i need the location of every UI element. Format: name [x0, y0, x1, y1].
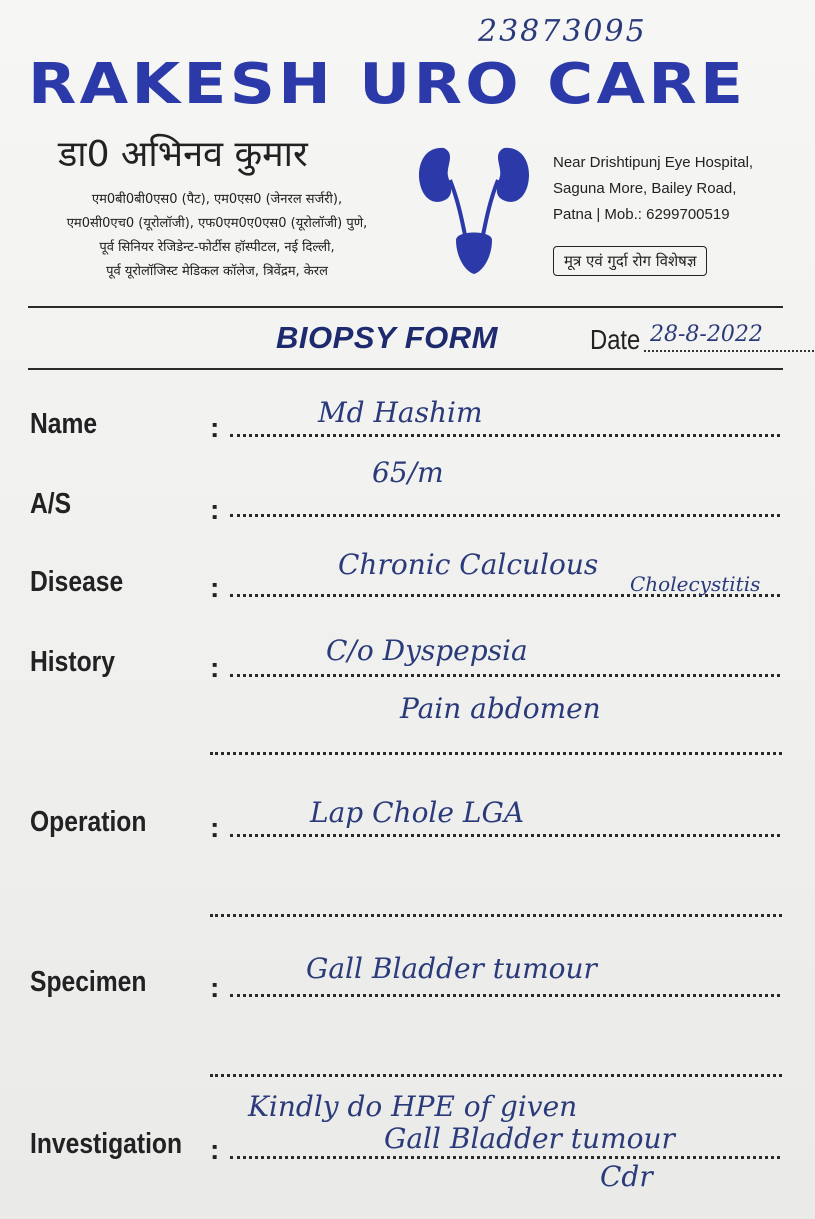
name-colon: : — [210, 412, 220, 443]
kidney-icon — [414, 140, 534, 280]
address-line: Saguna More, Bailey Road, — [553, 180, 737, 197]
header-divider — [28, 306, 783, 308]
operation-value: Lap Chole LGA — [310, 796, 525, 829]
history-dotted-line — [230, 674, 780, 677]
specimen-dotted-line-2 — [210, 1074, 782, 1077]
disease-colon: : — [210, 572, 220, 603]
name-label: Name — [30, 408, 98, 440]
specimen-value: Gall Bladder tumour — [306, 952, 597, 985]
age-sex-value: 65/m — [372, 456, 444, 489]
doctor-qualifications — [22, 188, 412, 284]
history-value-continued: Pain abdomen — [400, 692, 601, 725]
date-value: 28-8-2022 — [650, 322, 763, 347]
form-title: BIOPSY FORM — [276, 320, 498, 355]
qualification-line: पूर्व सिनियर रेजिडेन्ट-फोर्टीस हॉस्पीटल, नई दिल्ली, — [99, 240, 335, 255]
name-dotted-line — [230, 434, 780, 437]
qualification-line: पूर्व यूरोलॉजिस्ट मेडिकल कॉलेज, त्रिवेंद्रम, केरल — [106, 264, 328, 279]
age-sex-colon: : — [210, 494, 220, 525]
specimen-label: Specimen — [30, 966, 147, 998]
investigation-label: Investigation — [30, 1128, 183, 1160]
disease-value-continued: Cholecystitis — [630, 572, 761, 596]
clinic-name: RAKESH URO CARE — [28, 52, 747, 117]
specialist-badge: मूत्र एवं गुर्दा रोग विशेषज्ञ — [553, 246, 707, 276]
date-label: Date — [590, 324, 641, 355]
specimen-dotted-line — [230, 994, 780, 997]
disease-value: Chronic Calculous — [338, 548, 599, 581]
history-colon: : — [210, 652, 220, 683]
operation-label: Operation — [30, 806, 147, 838]
operation-dotted-line — [230, 834, 780, 837]
date-dotted-line — [644, 350, 814, 352]
doctor-signature: Cdr — [600, 1160, 653, 1193]
investigation-colon: : — [210, 1134, 220, 1165]
address-line: Near Drishtipunj Eye Hospital, — [553, 154, 754, 171]
operation-colon: : — [210, 812, 220, 843]
registration-number: 23873095 — [478, 14, 647, 49]
clinic-address — [553, 150, 753, 228]
history-label: History — [30, 646, 115, 678]
age-sex-dotted-line — [230, 514, 780, 517]
age-sex-label: A/S — [30, 488, 72, 520]
qualification-line: एम0सी0एच0 (यूरोलॉजी), एफ0एम0ए0एस0 (यूरोलॉजी) पुणे, — [66, 216, 368, 231]
investigation-value: Kindly do HPE of given — [248, 1090, 578, 1123]
specimen-colon: : — [210, 972, 220, 1003]
investigation-value-continued: Gall Bladder tumour — [384, 1122, 675, 1155]
doctor-name: डा0 अभिनव कुमार — [58, 134, 308, 175]
name-value: Md Hashim — [318, 396, 483, 429]
investigation-dotted-line — [230, 1156, 780, 1159]
title-divider — [28, 368, 783, 370]
history-dotted-line-2 — [210, 752, 782, 755]
qualification-line: एम0बी0बी0एस0 (पैट), एम0एस0 (जेनरल सर्जरी), — [91, 192, 343, 207]
disease-label: Disease — [30, 566, 124, 598]
address-line: Patna | Mob.: 6299700519 — [553, 206, 730, 223]
history-value: C/o Dyspepsia — [326, 634, 528, 667]
operation-dotted-line-2 — [210, 914, 782, 917]
